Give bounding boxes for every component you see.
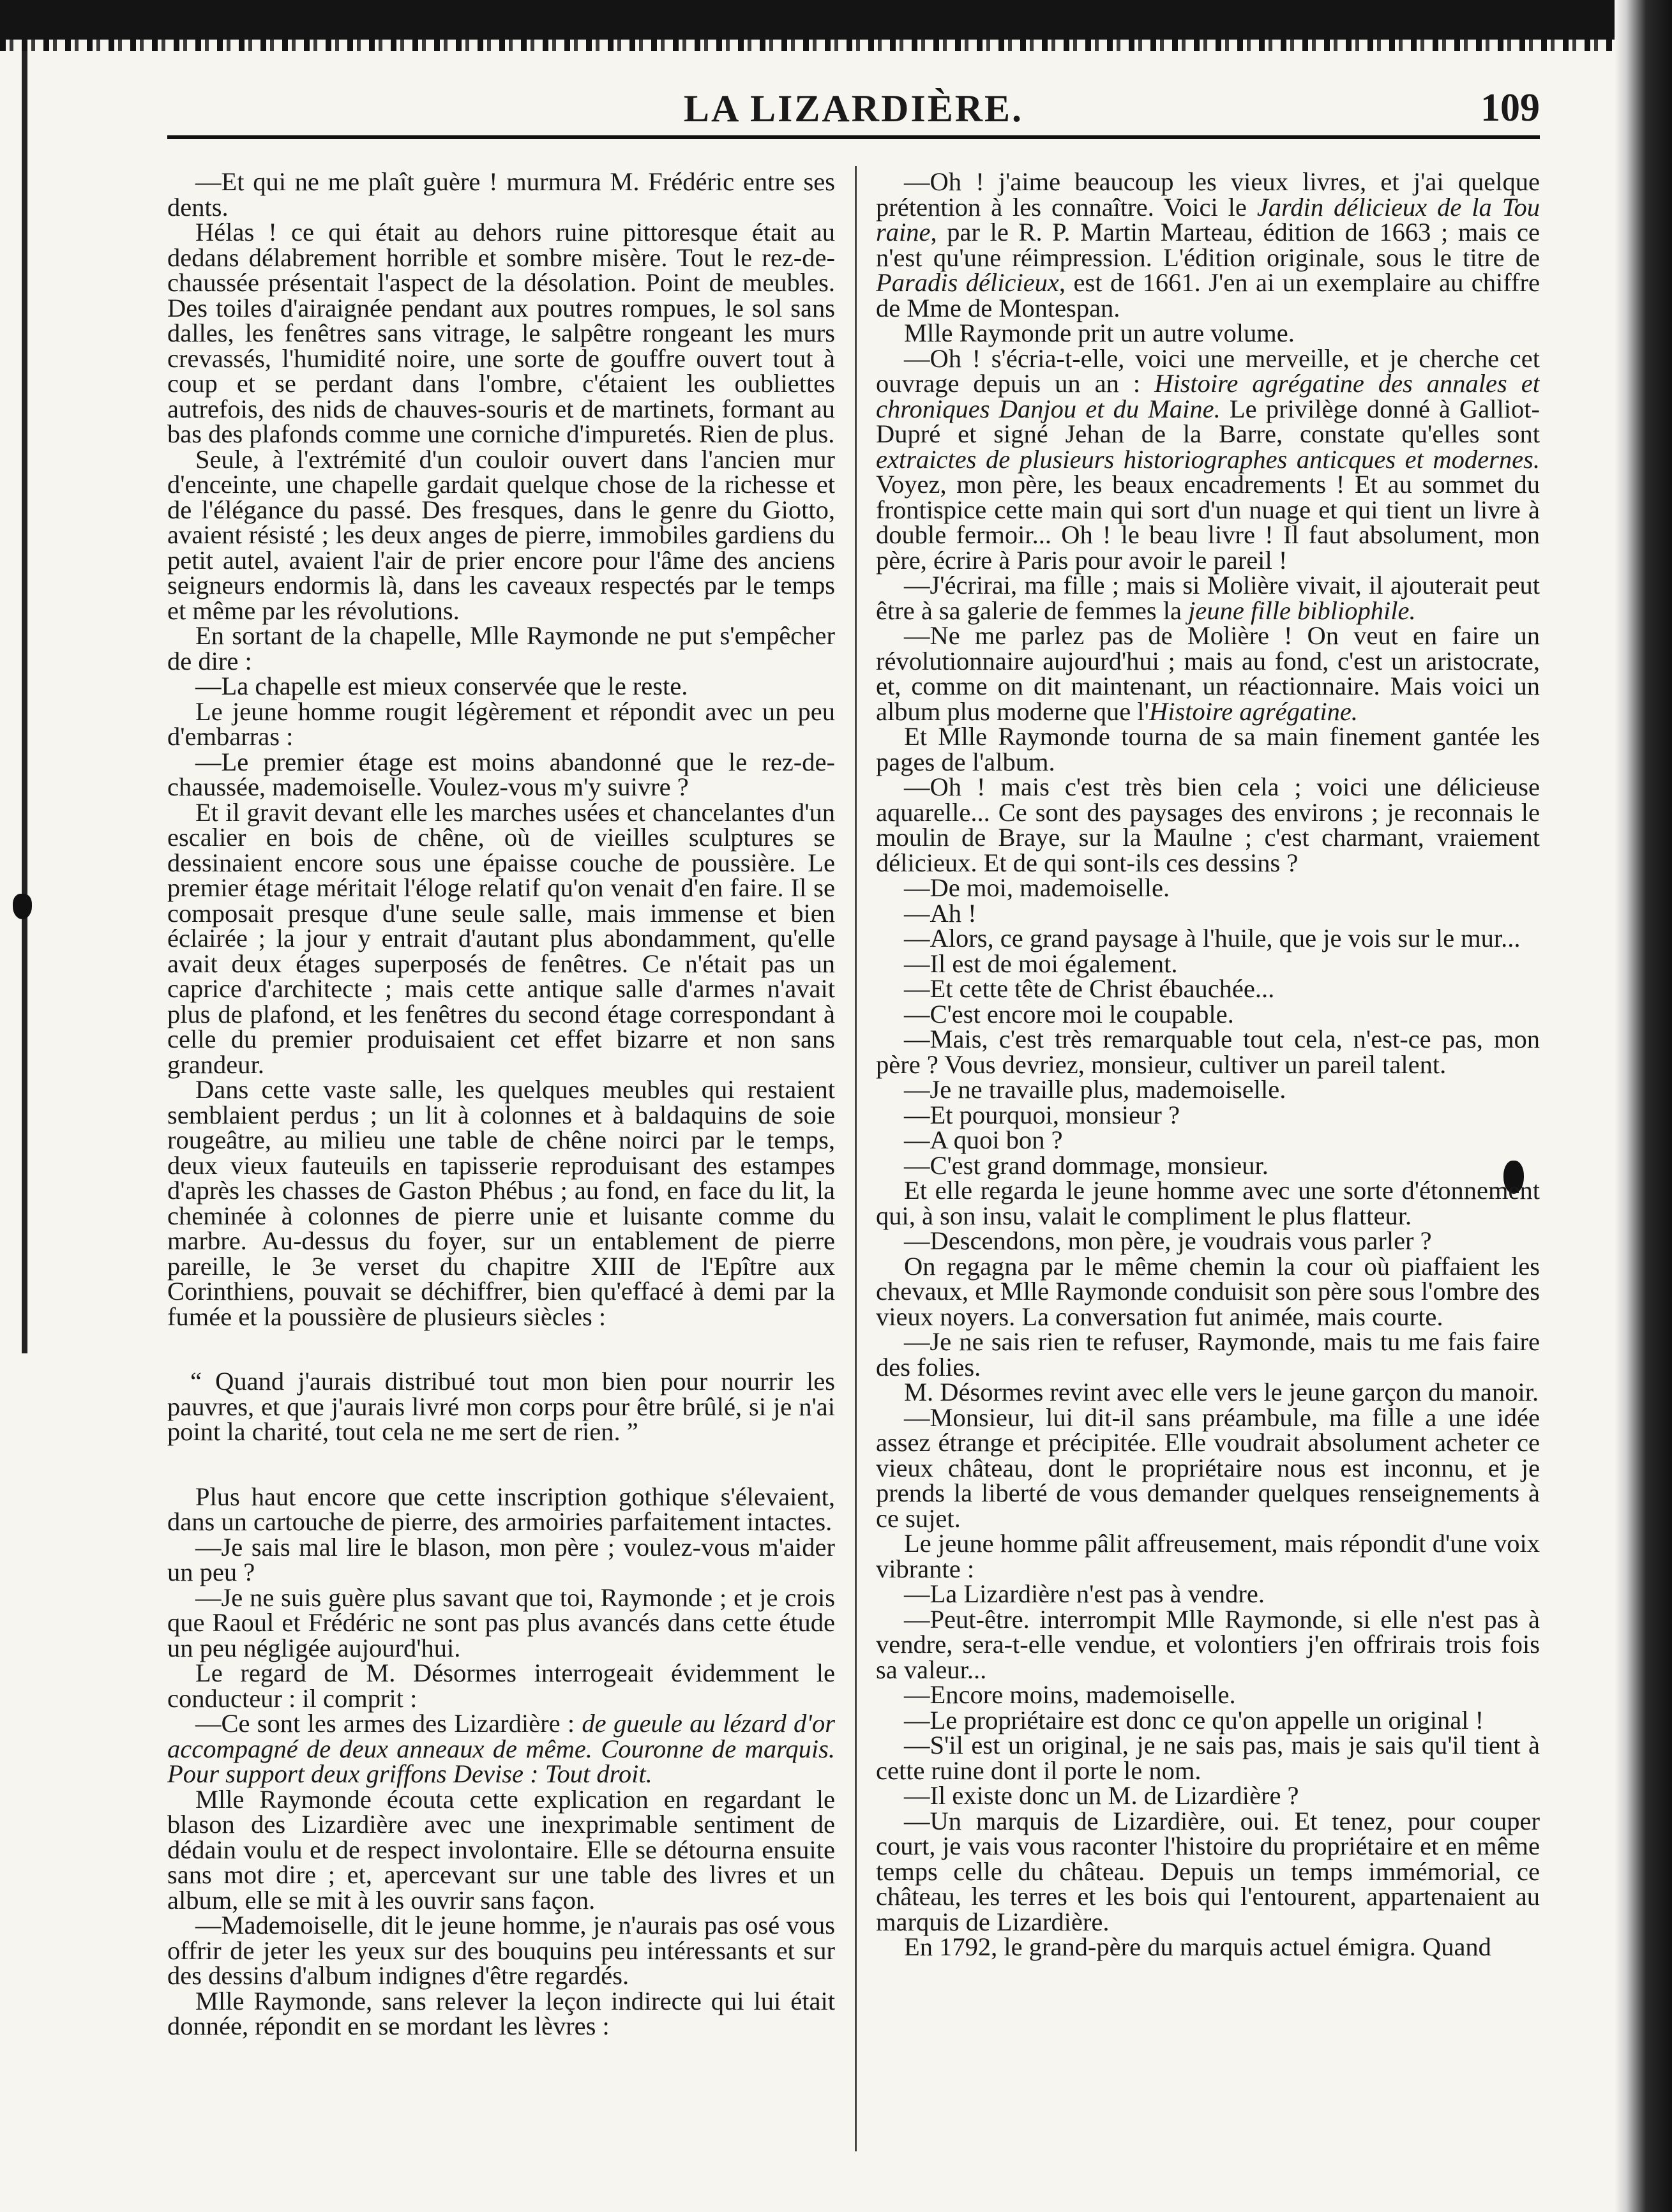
text-run: , par le R. P. Martin Marteau, édition de 1663 ; mais ce n'est qu'une réimpression. L'édition originale, sous le titre de (876, 218, 1540, 272)
page-number: 109 (1480, 86, 1540, 130)
italic-blazon: de gueule au lézard d'or accompagné de deux anneaux de même. Couronne de marquis. Pour support deux griffons Devise : Tout droit. (167, 1709, 835, 1788)
scan-top-speckle (0, 40, 1672, 51)
text-run: Le privilège donné à Galliot-Dupré et signé Jehan de la Barre, constate qu'elles sont (876, 394, 1540, 448)
italic-book-title: Histoire agrégatine des annales et chroniques Danjou et du Maine. (876, 369, 1540, 423)
paragraph: —Descendons, mon père, je voudrais vous parler ? (904, 1226, 1432, 1255)
left-column (167, 169, 835, 2135)
paragraph: —C'est grand dommage, monsieur. (904, 1150, 1269, 1180)
paragraph: —Je sais mal lire le blason, mon père ; voulez-vous m'aider un peu ? (167, 1532, 835, 1586)
paragraph: Et Mlle Raymonde tourna de sa main finement gantée les pages de l'album. (876, 722, 1540, 776)
scan-left-margin-line (22, 51, 27, 1353)
paragraph (876, 623, 1540, 724)
scan-top-border (0, 0, 1672, 45)
running-title: LA LIZARDIÈRE. (683, 87, 1024, 130)
paragraph: —A quoi bon ? (904, 1125, 1063, 1154)
paragraph: Seule, à l'extrémité d'un couloir ouvert dans l'ancien mur d'enceinte, une chapelle gardait quelque chose de la richesse et de l'élégance du passé. Des fresques, dans le genre du Giotto, avaient résisté ; les deux anges de pierre, immobiles gardiens du petit autel, avaient l'air de prier encore pour l'âme des anciens seigneurs endormis là, dans les caveaux respectés par le temps et même par les révolutions. (167, 444, 835, 625)
paragraph: —Et qui ne me plaît guère ! murmura M. Frédéric entre ses dents. (167, 169, 835, 222)
paragraph: —Encore moins, mademoiselle. (904, 1680, 1236, 1709)
paragraph: —C'est encore moi le coupable. (904, 999, 1234, 1028)
text-run: —J'écrirai, ma fille ; mais si Molière vivait, il ajouterait peut être à sa galerie de femmes la (876, 571, 1540, 625)
paragraph: Hélas ! ce qui était au dehors ruine pittoresque était au dedans délabrement horrible et sombre misère. Tout le rez-de-chaussée présentait l'aspect de la désolation. Point de meubles. Des toiles d'airaignée pendant aux poutres rompues, le sol sans dalles, les fenêtres sans vitrage, le salpêtre rongeant les murs crevassés, l'humidité noire, une sorte de gouffre ouvert tout à coup et se perdant dans l'ombre, c'étaient les oubliettes autrefois, des nids de chauves-souris et de martinets, formant au bas des plafonds comme une corniche d'impuretés. Rien de plus. (167, 218, 835, 448)
paragraph: Dans cette vaste salle, les quelques meubles qui restaient semblaient perdus ; un lit à colonnes et à baldaquins de soie rougeâtre, au milieu une table de chêne noirci par le temps, deux vieux fauteuils en tapisserie reproduisant des estampes d'après les chasses de Gaston Phébus ; au fond, en face du lit, la cheminée à colonnes de pierre unie et luisante comme du marbre. Au-dessus du foyer, sur un entablement de pierre pareille, le 3e verset du chapitre XIII de l'Epître aux Corinthiens, pouvait se déchiffrer, bien qu'effacé à demi par la fumée et la poussière de plusieurs siècles : (167, 1075, 835, 1331)
paragraph: —S'il est un original, je ne sais pas, mais je sais qu'il tient à cette ruine dont il porte le nom. (876, 1731, 1540, 1785)
text-run: Voyez, mon père, les beaux encadrements ! Et au sommet du frontispice cette main qui sort d'un nuage et qui tient un livre à double fermoir... Oh ! le beau livre ! Il faut absolument, mon père, écrire à Paris pour avoir le pareil ! (876, 470, 1540, 575)
paragraph: —La Lizardière n'est pas à vendre. (904, 1579, 1265, 1608)
text-run: , est de 1661. J'en ai un exemplaire au chiffre de Mme de Montespan. (876, 268, 1540, 322)
italic-phrase: jeune fille bibliophile. (1188, 596, 1416, 625)
paragraph: —Ah ! (904, 898, 977, 928)
right-column (876, 169, 1540, 2135)
paragraph: —Monsieur, lui dit-il sans préambule, ma fille a une idée assez étrange et précipitée. Elle voudrait absolument acheter ce vieux château, dont le propriétaire nous est inconnu, et je prends la liberté de vous demander quelques renseignements à ce sujet. (876, 1403, 1540, 1533)
italic-book-title: Histoire agrégatine. (1149, 696, 1358, 726)
inscription-quote: “ Quand j'aurais distribué tout mon bien pour nourrir les pauvres, et que j'aurais livré mon corps pour être brûlé, si je n'ai point la charité, tout cela ne me sert de rien. ” (167, 1367, 835, 1446)
header-rule (167, 135, 1540, 139)
paragraph: —Il existe donc un M. de Lizardière ? (904, 1781, 1299, 1810)
text-run: —Oh ! j'aime beaucoup les vieux livres, et j'ai quelque prétention à les connaître. Voici le (876, 169, 1540, 222)
italic-quote: extraictes de plusieurs historiographes anticques et modernes. (876, 444, 1540, 474)
paragraph: Le jeune homme rougit légèrement et répondit avec un peu d'embarras : (167, 696, 835, 751)
text-run: —Oh ! s'écria-t-elle, voici une merveille, et je cherche cet ouvrage depuis un an : (876, 343, 1540, 398)
paragraph: —Mademoiselle, dit le jeune homme, je n'aurais pas osé vous offrir de jeter les yeux sur des bouquins peu intéressants et sur des dessins d'album indignes d'être regardés. (167, 1911, 835, 1990)
paragraph: Mlle Raymonde prit un autre volume. (904, 319, 1295, 347)
paragraph: M. Désormes revint avec elle vers le jeune garçon du manoir. (904, 1378, 1539, 1406)
paragraph: —Mais, c'est très remarquable tout cela, n'est-ce pas, mon père ? Vous devriez, monsieur, cultiver un pareil talent. (876, 1025, 1540, 1079)
paragraph: —Oh ! mais c'est très bien cela ; voici une délicieuse aquarelle... Ce sont des paysages des environs ; je reconnais le moulin de Braye, sur la Maulne ; c'est charmant, vraiement délicieux. Et de qui sont-ils ces dessins ? (876, 772, 1540, 877)
scan-right-border (1615, 0, 1672, 2212)
paragraph: —De moi, mademoiselle. (904, 873, 1170, 902)
text-run: —Ne me parlez pas de Molière ! On veut en faire un révolutionnaire aujourd'hui ; mais au fond, c'est un aristocrate, et, comme on dit maintenant, un réactionnaire. Mais voici un album plus moderne que l' (876, 621, 1540, 726)
paragraph: —Je ne sais rien te refuser, Raymonde, mais tu me fais faire des folies. (876, 1327, 1540, 1381)
paragraph: Plus haut encore que cette inscription gothique s'élevaient, dans un cartouche de pierre, des armoiries parfaitement intactes. (167, 1482, 835, 1536)
column-divider (855, 166, 857, 2151)
paragraph: —Peut-être. interrompit Mlle Raymonde, si elle n'est pas à vendre, sera-t-elle vendue, et volontiers j'en offrirais trois fois sa valeur... (876, 1604, 1540, 1684)
paragraph: —La chapelle est mieux conservée que le reste. (195, 672, 688, 700)
paragraph: Le regard de M. Désormes interrogeait évidemment le conducteur : il comprit : (167, 1659, 835, 1713)
italic-book-title: Paradis délicieux (876, 268, 1059, 297)
paragraph: —Et cette tête de Christ ébauchée... (904, 974, 1275, 1003)
paragraph: —Un marquis de Lizardière, oui. Et tenez, pour couper court, je vais vous raconter l'histoire du propriétaire et en même temps celle du château. Depuis un temps immémorial, ce château, les terres et les bois qui l'entourent, appartenaient au marquis de Lizardière. (876, 1806, 1540, 1936)
paragraph: —Alors, ce grand paysage à l'huile, que je vois sur le mur... (904, 924, 1521, 952)
paragraph: —Je ne travaille plus, mademoiselle. (904, 1075, 1286, 1104)
scan-left-blot (13, 894, 32, 919)
paragraph: —Le propriétaire est donc ce qu'on appelle un original ! (904, 1705, 1484, 1734)
paragraph: En 1792, le grand-père du marquis actuel émigra. Quand (904, 1932, 1491, 1961)
paragraph: Et elle regarda le jeune homme avec une sorte d'étonnement qui, à son insu, valait le compliment le plus flatteur. (876, 1176, 1540, 1230)
paragraph: Mlle Raymonde, sans relever la leçon indirecte qui lui était donnée, répondit en se mordant les lèvres : (167, 1986, 835, 2040)
paragraph: —Je ne suis guère plus savant que toi, Raymonde ; et je crois que Raoul et Frédéric ne sont pas plus avancés dans cette étude un peu négligée aujourd'hui. (167, 1583, 835, 1662)
paragraph (876, 573, 1540, 623)
paragraph (876, 169, 1540, 320)
paragraph: Mlle Raymonde écouta cette explication en regardant le blason des Lizardière avec une inexprimable sentiment de dédain voulu et de respect involontaire. Elle se détourna ensuite sans mot dire ; et, apercevant sur une table des livres et un album, elle se mit à les ouvrir sans façon. (167, 1784, 835, 1915)
text-run: —Ce sont les armes des Lizardière : (195, 1709, 582, 1738)
italic-book-title: Jardin délicieux de la Tou raine (876, 192, 1540, 246)
paragraph (167, 1711, 835, 1787)
paragraph: Et il gravit devant elle les marches usées et chancelantes d'un escalier en bois de chêne, où de vieilles sculptures se dessinaient encore sous une épaisse couche de poussière. Le premier étage méritait l'éloge relatif qu'on venait d'en faire. Il se composait presque d'une seule salle, mais immense et bien éclairée ; la jour y entrait d'autant plus abondamment, qu'elle avait deux étages superposés de fenêtres. Ce n'était pas un caprice d'architecte ; mais cette antique salle d'armes n'avait plus de plafond, et les fenêtres du second étage correspondant à celle du premier produisaient cet effet bizarre et non sans grandeur. (167, 797, 835, 1079)
page-header (167, 75, 1540, 139)
paragraph: —Il est de moi également. (904, 949, 1178, 978)
paragraph: Le jeune homme pâlit affreusement, mais répondit d'une voix vibrante : (876, 1529, 1540, 1583)
paragraph: En sortant de la chapelle, Mlle Raymonde ne put s'empêcher de dire : (167, 621, 835, 675)
paragraph: —Et pourquoi, monsieur ? (904, 1100, 1180, 1129)
paragraph: —Le premier étage est moins abandonné que le rez-de-chaussée, mademoiselle. Voulez-vous m'y suivre ? (167, 747, 835, 801)
paragraph: On regagna par le même chemin la cour où piaffaient les chevaux, et Mlle Raymonde conduisit son père sous l'ombre des vieux noyers. La conversation fut animée, mais courte. (876, 1251, 1540, 1331)
paragraph (876, 343, 1540, 575)
